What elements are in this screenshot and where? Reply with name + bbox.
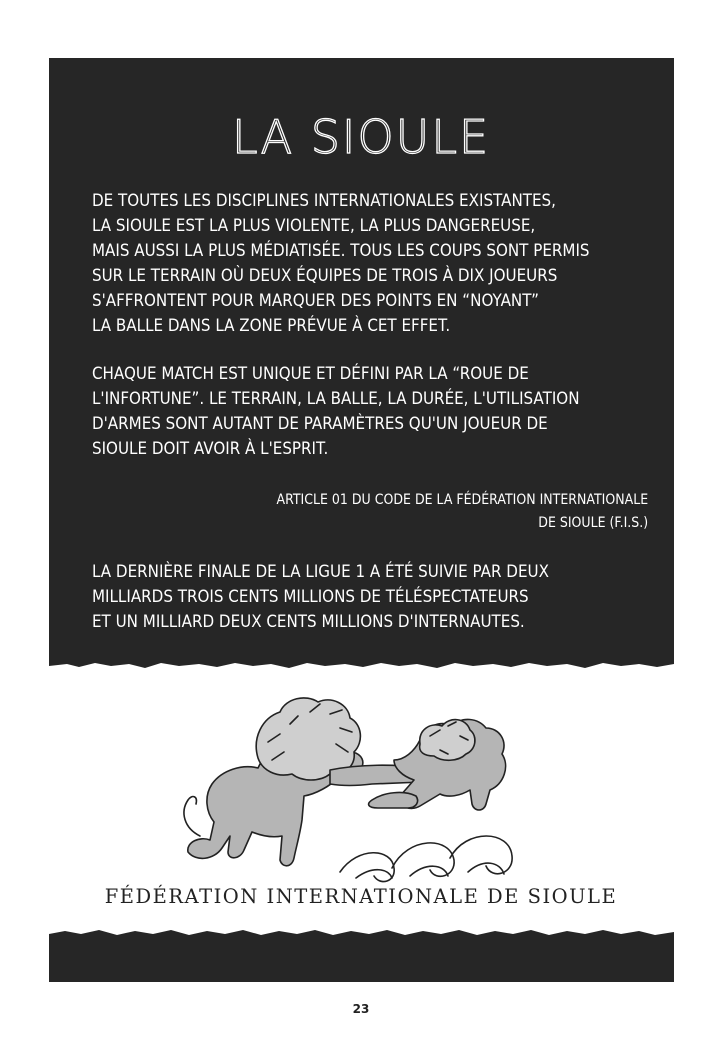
- citation-line: ARTICLE 01 DU CODE DE LA FÉDÉRATION INTERNATIONALE: [276, 491, 648, 508]
- citation: [276, 488, 648, 534]
- text-line: LA DERNIÈRE FINALE DE LA LIGUE 1 A ÉTÉ SUIVIE PAR DEUX: [92, 562, 549, 582]
- text-line: LA BALLE DANS LA ZONE PRÉVUE À CET EFFET.: [92, 316, 451, 336]
- text-line: MILLIARDS TROIS CENTS MILLIONS DE TÉLÉSPECTATEURS: [92, 587, 529, 607]
- paragraph-audience: [92, 560, 549, 635]
- text-line: D'ARMES SONT AUTANT DE PARAMÈTRES QU'UN JOUEUR DE: [92, 414, 548, 434]
- paragraph-intro: [92, 189, 590, 339]
- text-line: ET UN MILLIARD DEUX CENTS MILLIONS D'INTERNAUTES.: [92, 612, 525, 632]
- text-line: L'INFORTUNE”. LE TERRAIN, LA BALLE, LA DURÉE, L'UTILISATION: [92, 389, 580, 409]
- emblem-caption: FÉDÉRATION INTERNATIONALE DE SIOULE: [104, 885, 618, 908]
- paragraph-rules: [92, 362, 580, 462]
- text-line: CHAQUE MATCH EST UNIQUE ET DÉFINI PAR LA “ROUE DE: [92, 364, 529, 384]
- text-line: SUR LE TERRAIN OÙ DEUX ÉQUIPES DE TROIS À DIX JOUEURS: [92, 266, 558, 286]
- text-line: LA SIOULE EST LA PLUS VIOLENTE, LA PLUS DANGEREUSE,: [92, 216, 536, 236]
- text-line: DE TOUTES LES DISCIPLINES INTERNATIONALES EXISTANTES,: [92, 191, 556, 211]
- text-line: S'AFFRONTENT POUR MARQUER DES POINTS EN “NOYANT”: [92, 291, 539, 311]
- page-number: 23: [352, 1002, 370, 1016]
- page-title: LA SIOULE: [231, 110, 491, 164]
- text-line: SIOULE DOIT AVOIR À L'ESPRIT.: [92, 439, 329, 459]
- text-line: MAIS AUSSI LA PLUS MÉDIATISÉE. TOUS LES COUPS SONT PERMIS: [92, 241, 590, 261]
- citation-line: DE SIOULE (F.I.S.): [538, 514, 648, 531]
